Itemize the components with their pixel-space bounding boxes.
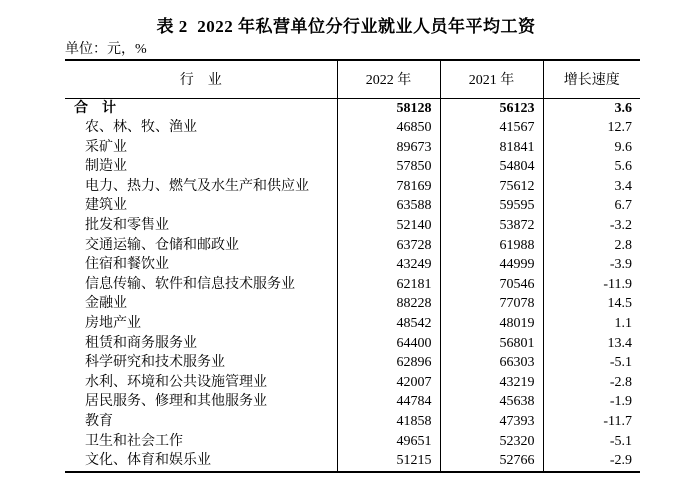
industry-cell: 科学研究和技术服务业 (85, 355, 225, 371)
column-header-industry: 行 业 (65, 60, 337, 98)
industry-cell: 房地产业 (85, 316, 141, 332)
table-row (65, 451, 640, 472)
y2021-cell: 81841 (440, 138, 543, 158)
growth-cell: 14.5 (543, 294, 640, 314)
growth-cell: 13.4 (543, 334, 640, 354)
y2022-cell: 46850 (337, 118, 440, 138)
y2021-cell: 54804 (440, 157, 543, 177)
wage-table-container (65, 59, 640, 473)
table-row (65, 412, 640, 432)
table-row-total (65, 98, 640, 118)
y2022-cell: 64400 (337, 334, 440, 354)
y2022-cell: 52140 (337, 216, 440, 236)
industry-cell: 农、林、牧、渔业 (85, 120, 197, 136)
y2021-cell: 56801 (440, 334, 543, 354)
table-row (65, 275, 640, 295)
table-row (65, 392, 640, 412)
growth-cell: -2.8 (543, 373, 640, 393)
growth-cell: 2.8 (543, 236, 640, 256)
growth-cell: 3.6 (543, 98, 640, 118)
y2021-cell: 61988 (440, 236, 543, 256)
y2021-cell: 52320 (440, 432, 543, 452)
industry-cell: 采矿业 (85, 139, 127, 155)
table-row (65, 236, 640, 256)
industry-cell: 居民服务、修理和其他服务业 (85, 394, 267, 410)
industry-cell: 建筑业 (85, 198, 127, 214)
y2022-cell: 43249 (337, 255, 440, 275)
industry-cell: 电力、热力、燃气及水生产和供应业 (85, 178, 309, 194)
growth-cell: -11.9 (543, 275, 640, 295)
growth-cell: 1.1 (543, 314, 640, 334)
y2021-cell: 75612 (440, 177, 543, 197)
column-header-growth: 增长速度 (543, 60, 640, 98)
industry-cell: 住宿和餐饮业 (85, 257, 169, 273)
y2022-cell: 63728 (337, 236, 440, 256)
y2021-cell: 56123 (440, 98, 543, 118)
y2022-cell: 58128 (337, 98, 440, 118)
industry-cell: 批发和零售业 (85, 218, 169, 234)
table-row (65, 118, 640, 138)
unit-note: 单位：元，% (65, 42, 147, 57)
y2022-cell: 41858 (337, 412, 440, 432)
y2022-cell: 48542 (337, 314, 440, 334)
header-row (65, 60, 640, 98)
growth-cell: -5.1 (543, 432, 640, 452)
table-body (65, 98, 640, 472)
column-header-2021: 2021 年 (440, 60, 543, 98)
table-row (65, 432, 640, 452)
growth-cell: -11.7 (543, 412, 640, 432)
industry-cell: 制造业 (85, 159, 127, 175)
y2021-cell: 66303 (440, 353, 543, 373)
growth-cell: -2.9 (543, 451, 640, 472)
industry-cell: 租赁和商务服务业 (85, 335, 197, 351)
table-row (65, 177, 640, 197)
growth-cell: -5.1 (543, 353, 640, 373)
y2022-cell: 63588 (337, 196, 440, 216)
industry-cell: 教育 (85, 414, 113, 429)
industry-cell: 交通运输、仓储和邮政业 (85, 237, 239, 253)
growth-cell: 3.4 (543, 177, 640, 197)
growth-cell: -1.9 (543, 392, 640, 412)
y2021-cell: 70546 (440, 275, 543, 295)
y2021-cell: 45638 (440, 392, 543, 412)
y2022-cell: 62181 (337, 275, 440, 295)
growth-cell: -3.2 (543, 216, 640, 236)
table-row (65, 216, 640, 236)
y2021-cell: 48019 (440, 314, 543, 334)
table-row (65, 255, 640, 275)
table-row (65, 334, 640, 354)
table-header (65, 60, 640, 98)
y2021-cell: 53872 (440, 216, 543, 236)
growth-cell: 6.7 (543, 196, 640, 216)
table-row (65, 157, 640, 177)
y2021-cell: 44999 (440, 255, 543, 275)
industry-cell: 信息传输、软件和信息技术服务业 (85, 276, 295, 292)
y2022-cell: 78169 (337, 177, 440, 197)
industry-cell: 金融业 (85, 296, 127, 312)
table-row (65, 294, 640, 314)
y2022-cell: 89673 (337, 138, 440, 158)
y2021-cell: 43219 (440, 373, 543, 393)
industry-cell: 合 计 (74, 100, 116, 116)
growth-cell: 9.6 (543, 138, 640, 158)
y2021-cell: 41567 (440, 118, 543, 138)
y2021-cell: 77078 (440, 294, 543, 314)
table-row (65, 373, 640, 393)
industry-cell: 卫生和社会工作 (85, 433, 183, 449)
growth-cell: 5.6 (543, 157, 640, 177)
y2022-cell: 51215 (337, 451, 440, 472)
y2021-cell: 59595 (440, 196, 543, 216)
y2022-cell: 49651 (337, 432, 440, 452)
y2021-cell: 47393 (440, 412, 543, 432)
page-title: 表 2 2022 年私营单位分行业就业人员年平均工资 (156, 17, 536, 36)
y2021-cell: 52766 (440, 451, 543, 472)
table-row (65, 353, 640, 373)
industry-cell: 水利、环境和公共设施管理业 (85, 374, 267, 390)
industry-cell: 文化、体育和娱乐业 (85, 453, 211, 469)
table-row (65, 138, 640, 158)
y2022-cell: 88228 (337, 294, 440, 314)
y2022-cell: 62896 (337, 353, 440, 373)
y2022-cell: 44784 (337, 392, 440, 412)
column-header-2022: 2022 年 (337, 60, 440, 98)
table-row (65, 314, 640, 334)
growth-cell: 12.7 (543, 118, 640, 138)
table-row (65, 196, 640, 216)
y2022-cell: 57850 (337, 157, 440, 177)
y2022-cell: 42007 (337, 373, 440, 393)
growth-cell: -3.9 (543, 255, 640, 275)
wage-table (65, 59, 640, 473)
